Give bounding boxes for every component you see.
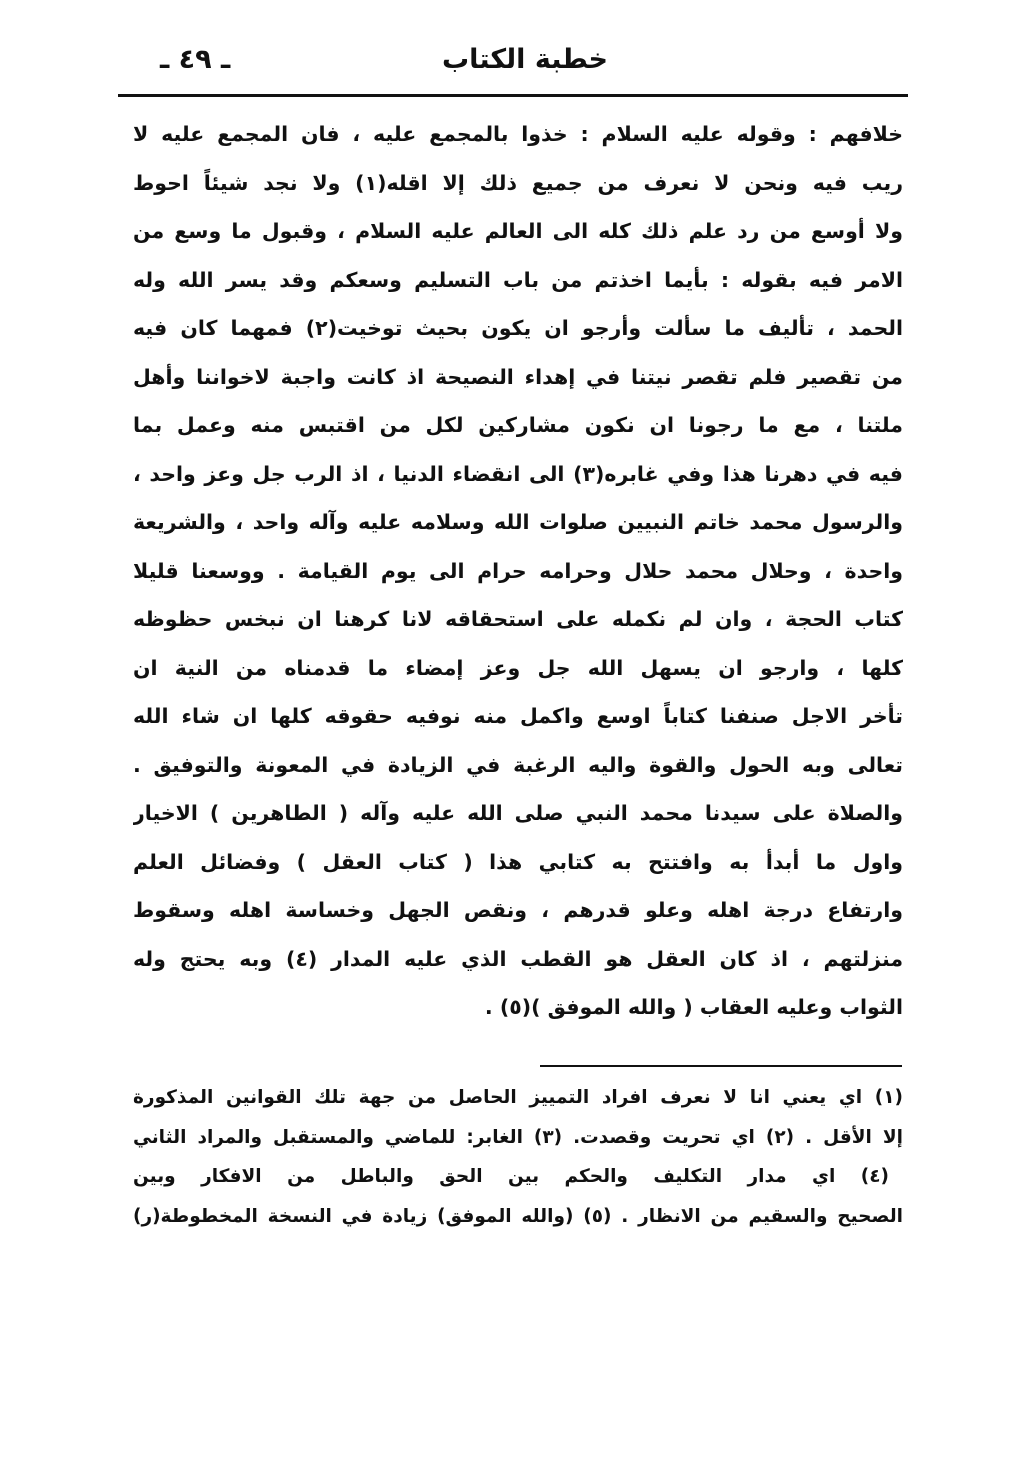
- header-divider: [118, 94, 908, 97]
- text-line: واحدة ، وحلال محمد حلال وحرامه حرام الى يوم القيامة . ووسعنا قليلا: [133, 558, 903, 583]
- text-line: واول ما أبدأ به وافتتح به كتابي هذا ( كتاب العقل ) وفضائل العلم: [133, 849, 903, 874]
- text-line: كلها ، وارجو ان يسهل الله جل وعز إمضاء ما قدمناه من النية ان: [133, 655, 903, 680]
- main-text: [133, 110, 903, 1032]
- footnote-line: إلا الأقل . (٢) اي تحريت وقصدت. (٣) الغابر: للماضي والمستقبل والمراد الثاني: [133, 1126, 903, 1148]
- text-line: من تقصير فلم تقصر نيتنا في إهداء النصيحة اذ كانت واجبة لاخواننا وأهل: [133, 364, 903, 389]
- text-line: ولا أوسع من رد علم ذلك كله الى العالم عليه السلام ، وقبول ما وسع من: [133, 219, 903, 243]
- text-line: الامر فيه بقوله : بأيما اخذتم من باب التسليم وسعكم وقد يسر الله وله: [133, 267, 903, 292]
- page-header: [118, 40, 908, 90]
- text-line: والصلاة على سيدنا محمد النبي صلى الله عليه وآله ( الطاهرين ) الاخيار: [133, 801, 903, 825]
- text-line: تعالى وبه الحول والقوة واليه الرغبة في الزيادة في المعونة والتوفيق .: [133, 752, 903, 777]
- text-line: خلافهم : وقوله عليه السلام : خذوا بالمجمع عليه ، فان المجمع عليه لا: [133, 122, 903, 146]
- text-line: ملتنا ، مع ما رجونا ان نكون مشاركين لكل من اقتبس منه وعمل بما: [133, 413, 903, 437]
- footnote-line: الصحيح والسقيم من الانظار . (٥) (والله الموفق) زيادة في النسخة المخطوطة(ر): [133, 1205, 903, 1227]
- page-number: ـ ٤٩ ـ: [160, 44, 231, 75]
- footnotes: [133, 1078, 903, 1236]
- text-line: ريب فيه ونحن لا نعرف من جميع ذلك إلا اقله(١) ولا نجد شيئاً احوط: [133, 170, 903, 195]
- text-line: الحمد ، تأليف ما سألت وأرجو ان يكون بحيث توخيت(٢) فمهما كان فيه: [133, 316, 903, 340]
- text-line: كتاب الحجة ، وان لم نكمله على استحقاقه لانا كرهنا ان نبخس حظوظه: [133, 607, 903, 631]
- footnote-line: (١) اي يعني انا لا نعرف افراد التمييز الحاصل من جهة تلك القوانين المذكورة: [133, 1087, 903, 1108]
- footnote-line: (٤) اي مدار التكليف والحكم بين الحق والباطل من الافكار وبين: [133, 1166, 889, 1187]
- text-line: منزلتهم ، اذ كان العقل هو القطب الذي عليه المدار (٤) وبه يحتج وله: [133, 946, 903, 971]
- text-line: فيه في دهرنا هذا وفي غابره(٣) الى انقضاء الدنيا ، اذ الرب جل وعز واحد ،: [133, 461, 903, 486]
- footnote-divider: [540, 1065, 902, 1067]
- running-title: خطبة الكتاب: [442, 44, 608, 75]
- text-line: الثواب وعليه العقاب ( والله الموفق )(٥) .: [484, 995, 903, 1019]
- text-line: والرسول محمد خاتم النبيين صلوات الله وسلامه عليه وآله واحد ، والشريعة: [133, 510, 903, 534]
- text-line: تأخر الاجل صنفنا كتاباً اوسع واكمل منه نوفيه حقوقه كلها ان شاء الله: [133, 704, 903, 728]
- text-line: وارتفاع درجة اهله وعلو قدرهم ، ونقص الجهل وخساسة اهله وسقوط: [133, 898, 903, 922]
